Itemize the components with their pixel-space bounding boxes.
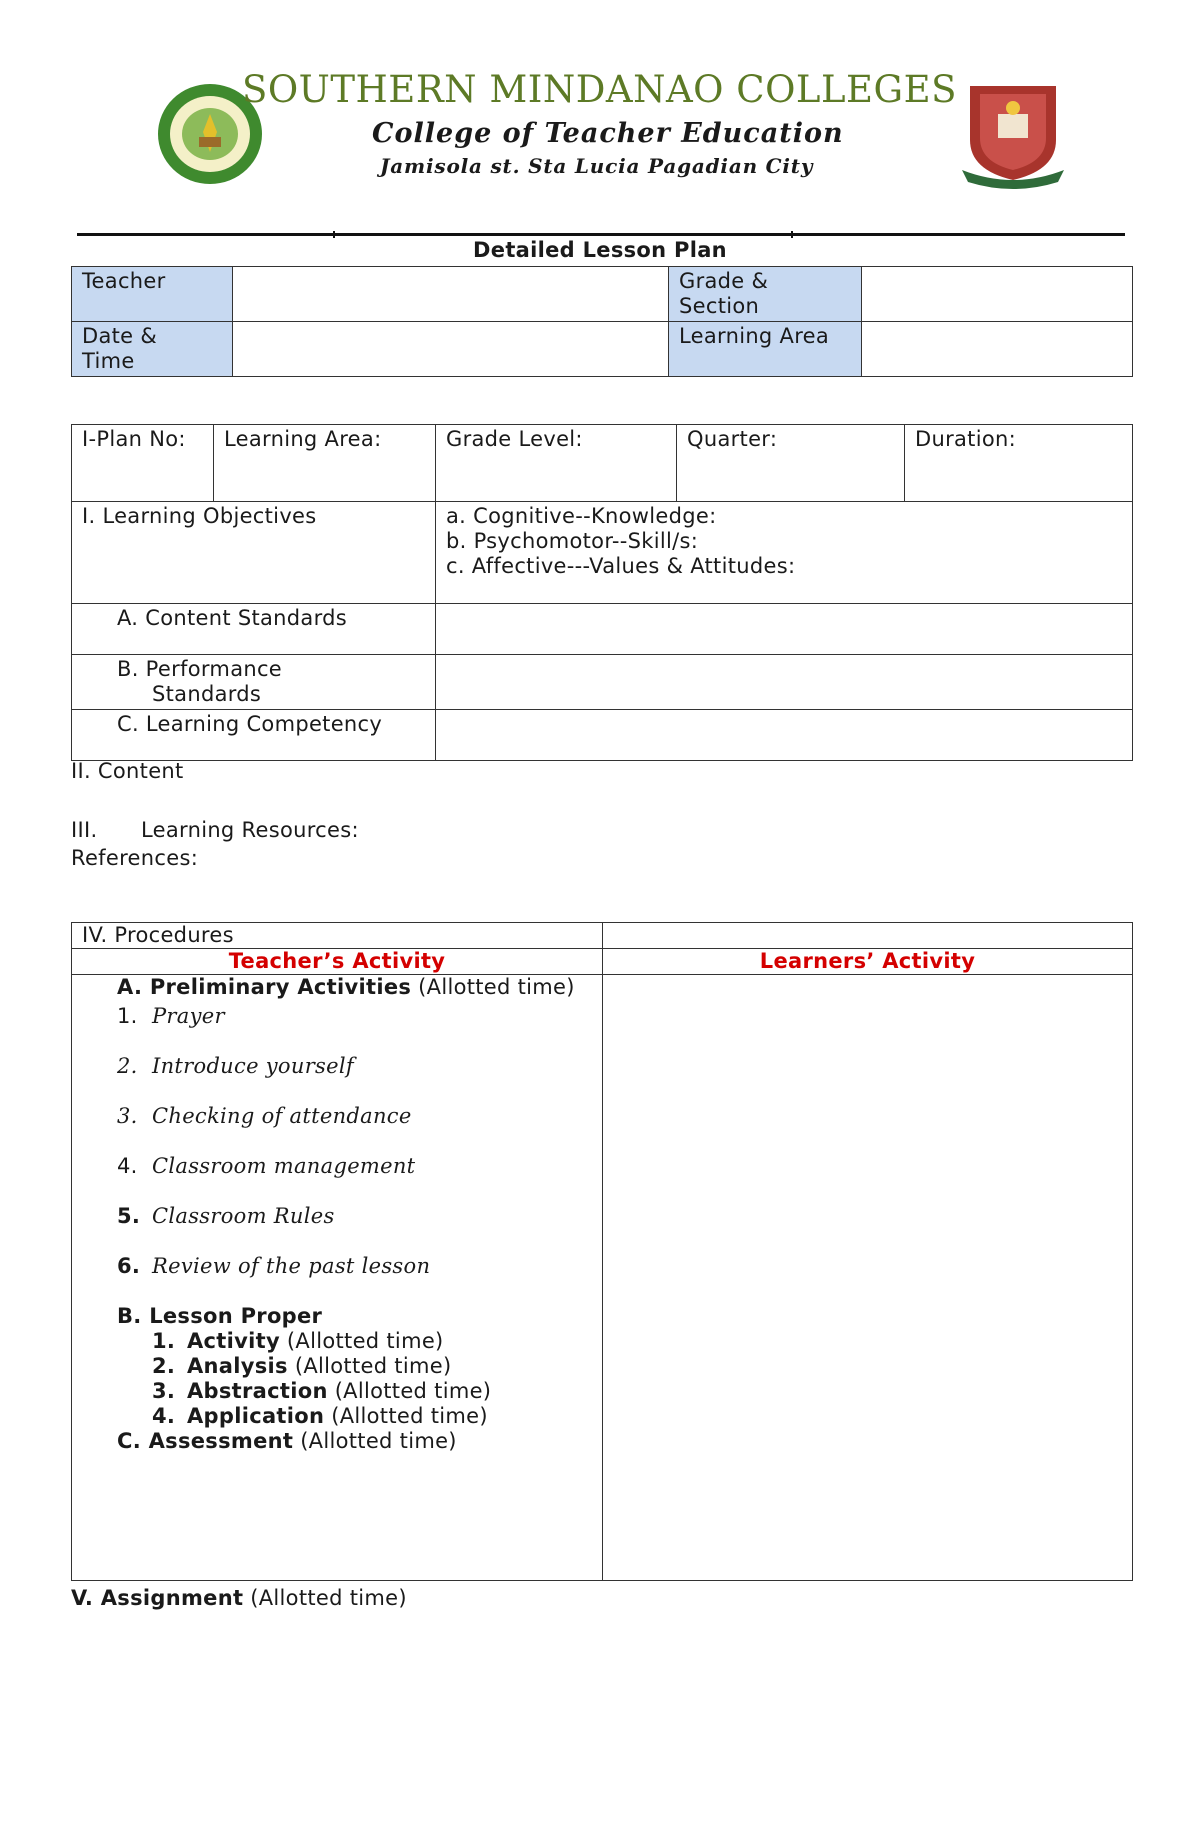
lesson-item-3-time: (Allotted time): [327, 1379, 492, 1403]
lesson-item-4: [117, 1404, 592, 1429]
teacher-activity-label: Teacher’s Activity: [228, 949, 446, 973]
lesson-item-3-label: Abstraction: [187, 1379, 328, 1403]
date-time-value[interactable]: [233, 322, 669, 377]
learning-competency-label: C. Learning Competency: [117, 712, 383, 736]
plan-no-cell[interactable]: [72, 425, 214, 502]
content-standards-label: A. Content Standards: [117, 606, 348, 630]
date-time-label-cell: [72, 322, 233, 377]
document-title: Detailed Lesson Plan: [473, 238, 727, 262]
prelim-item-1: [117, 1004, 592, 1029]
college-address: Jamisola st. Sta Lucia Pagadian City: [380, 154, 814, 178]
objective-psychomotor: b. Psychomotor--Skill/s:: [446, 529, 699, 553]
resources-number: III.: [71, 818, 98, 842]
lesson-item-3-num: 3.: [152, 1379, 176, 1403]
plan-table: [71, 424, 1133, 761]
learning-competency-value[interactable]: [436, 710, 1133, 761]
header-divider-tick-2: [791, 231, 793, 238]
objectives-value-cell[interactable]: [436, 502, 1133, 604]
performance-standards-label-cell: [72, 655, 436, 710]
lesson-item-2-label: Analysis: [187, 1354, 288, 1378]
grade-section-value[interactable]: [862, 267, 1133, 322]
lesson-item-4-num: 4.: [152, 1404, 176, 1428]
grade-level-cell[interactable]: [436, 425, 677, 502]
performance-label-line1: B. Performance: [117, 657, 283, 681]
assessment: [117, 1429, 592, 1454]
prelim-item-5: [117, 1204, 592, 1229]
assignment-label: V. Assignment: [71, 1586, 244, 1610]
assignment-time: (Allotted time): [243, 1586, 407, 1610]
prelim-item-6: [117, 1254, 592, 1279]
prelim-item-6-num: 6.: [117, 1254, 141, 1278]
teacher-activity-cell[interactable]: [72, 975, 603, 1581]
preliminary-label: A. Preliminary Activities: [117, 975, 412, 999]
preliminary-time: (Allotted time): [411, 975, 575, 999]
procedures-title-cell: [72, 923, 603, 949]
college-name: College of Teacher Education: [372, 118, 844, 149]
learners-activity-header: [603, 949, 1133, 975]
grade-label-line1: Grade &: [679, 269, 769, 293]
procedures-table: [71, 922, 1133, 1581]
lesson-item-1-label: Activity: [187, 1329, 280, 1353]
header-divider: [77, 233, 1125, 236]
procedures-title-blank: [603, 923, 1133, 949]
learning-area-label: Learning Area: [679, 324, 830, 348]
teacher-label: Teacher: [82, 269, 166, 293]
lesson-item-2: [117, 1354, 592, 1379]
lesson-item-2-time: (Allotted time): [287, 1354, 452, 1378]
objective-cognitive: a. Cognitive--Knowledge:: [446, 504, 717, 528]
quarter-cell[interactable]: [677, 425, 905, 502]
procedures-title: IV. Procedures: [82, 923, 234, 947]
prelim-item-4: [117, 1154, 592, 1179]
lesson-item-1-time: (Allotted time): [279, 1329, 444, 1353]
learning-area-cell[interactable]: [214, 425, 436, 502]
grade-level-label: Grade Level:: [446, 427, 583, 451]
learning-competency-label-cell: [72, 710, 436, 761]
prelim-item-4-text: Classroom management: [152, 1154, 416, 1178]
prelim-item-1-num: 1.: [117, 1004, 138, 1028]
plan-no-label: I-Plan No:: [82, 427, 186, 451]
learning-area-label-cell: [669, 322, 862, 377]
learners-activity-cell[interactable]: [603, 975, 1133, 1581]
teacher-activity-header: [72, 949, 603, 975]
performance-label-line2: Standards: [152, 682, 262, 706]
assessment-time: (Allotted time): [293, 1429, 457, 1453]
objective-affective: c. Affective---Values & Attitudes:: [446, 554, 796, 578]
header-divider-tick-1: [333, 231, 335, 238]
lesson-item-1: [117, 1329, 592, 1354]
objectives-label-cell: [72, 502, 436, 604]
lesson-item-1-num: 1.: [152, 1329, 176, 1353]
prelim-item-2-num: 2.: [117, 1054, 138, 1078]
teacher-label-cell: [72, 267, 233, 322]
teacher-value[interactable]: [233, 267, 669, 322]
date-label-line1: Date &: [82, 324, 158, 348]
assignment: [71, 1586, 407, 1611]
content-standards-label-cell: [72, 604, 436, 655]
lesson-item-3: [117, 1379, 592, 1404]
assessment-label: C. Assessment: [117, 1429, 294, 1453]
prelim-item-2-text: Introduce yourself: [152, 1054, 354, 1078]
learning-area-value[interactable]: [862, 322, 1133, 377]
plan-learning-area-label: Learning Area:: [224, 427, 382, 451]
date-label-line2: Time: [82, 349, 135, 373]
lesson-item-4-label: Application: [187, 1404, 325, 1428]
content-heading: II. Content: [71, 759, 184, 783]
objectives-label: I. Learning Objectives: [82, 504, 317, 528]
duration-label: Duration:: [915, 427, 1016, 451]
school-name: SOUTHERN MINDANAO COLLEGES: [242, 68, 957, 111]
learners-activity-label: Learners’ Activity: [759, 949, 976, 973]
grade-section-label-cell: [669, 267, 862, 322]
prelim-item-5-text: Classroom Rules: [152, 1204, 335, 1228]
prelim-item-5-num: 5.: [117, 1204, 141, 1228]
info-table: [71, 266, 1133, 377]
resources-heading: Learning Resources:: [141, 818, 359, 842]
grade-label-line2: Section: [679, 294, 760, 318]
prelim-item-1-text: Prayer: [152, 1004, 225, 1028]
prelim-item-4-num: 4.: [117, 1154, 138, 1178]
preliminary-activities: [117, 975, 592, 1000]
content-standards-value[interactable]: [436, 604, 1133, 655]
performance-standards-value[interactable]: [436, 655, 1133, 710]
quarter-label: Quarter:: [687, 427, 778, 451]
prelim-item-2: [117, 1054, 592, 1079]
references-heading: References:: [71, 846, 199, 870]
prelim-item-3-num: 3.: [117, 1104, 138, 1128]
college-crest-icon: [958, 80, 1068, 190]
lesson-item-2-num: 2.: [152, 1354, 176, 1378]
prelim-item-3: [117, 1104, 592, 1129]
duration-cell[interactable]: [905, 425, 1133, 502]
prelim-item-6-text: Review of the past lesson: [152, 1254, 431, 1278]
lesson-item-4-time: (Allotted time): [324, 1404, 488, 1428]
prelim-item-3-text: Checking of attendance: [152, 1104, 412, 1128]
lesson-proper: B. Lesson Proper: [117, 1304, 323, 1328]
